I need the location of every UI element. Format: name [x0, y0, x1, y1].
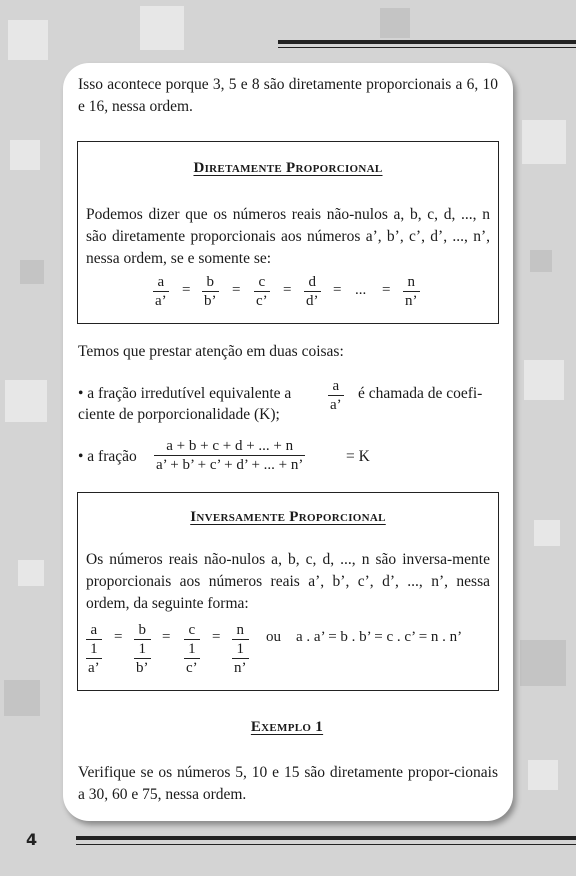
numerator: a + b + c + d + ... + n — [154, 437, 305, 456]
box-body: Podemos dizer que os números reais não-nulos a, b, c, d, ..., n são diretamente proporcionais aos números a’, b’, c’, d’, ..., n’, nessa ordem, se e somente se: — [86, 206, 490, 267]
denominator-denominator: b’ — [136, 660, 149, 676]
inverse-proportion-box — [77, 492, 499, 691]
equals-k: = K — [346, 448, 370, 465]
background-square — [20, 260, 44, 284]
numerator: c — [184, 621, 200, 640]
equals-sign: = — [162, 629, 171, 645]
box-title: Diretamente Proporcional — [193, 160, 383, 176]
background-square — [5, 380, 47, 422]
background-square — [380, 8, 410, 38]
denominator: a’ + b’ + c’ + d’ + ... + n’ — [156, 457, 304, 473]
fraction — [202, 273, 219, 310]
bullet-two-text: • a fração — [78, 448, 137, 465]
denominator: a’ — [155, 293, 167, 309]
background-square — [4, 680, 40, 716]
denominator: a’ — [330, 397, 342, 413]
background-square — [8, 20, 48, 60]
numerator: n — [403, 273, 420, 292]
denominator: n’ — [405, 293, 418, 309]
bottom-rule — [76, 836, 576, 840]
equals-sign: = — [212, 629, 221, 645]
denominator: d’ — [306, 293, 319, 309]
denominator: b’ — [204, 293, 217, 309]
numerator: b — [134, 621, 151, 640]
background-square — [528, 760, 558, 790]
bullet-one-text: é chamada de coefi- — [358, 385, 483, 402]
nested-fraction — [232, 621, 249, 677]
numerator: a — [153, 273, 169, 292]
nested-fraction — [134, 621, 151, 677]
equals-sign: = — [114, 629, 123, 645]
denominator-denominator: c’ — [186, 660, 198, 676]
numerator: c — [254, 273, 270, 292]
numerator: a — [328, 377, 344, 396]
box-title: Inversamente Proporcional — [190, 509, 386, 525]
bottom-rule-thin — [76, 844, 576, 845]
nested-fraction — [86, 621, 102, 677]
example-body: Verifique se os números 5, 10 e 15 são diretamente propor-cionais a 30, 60 e 75, nessa ordem. — [78, 764, 498, 803]
denominator-numerator: 1 — [184, 640, 200, 659]
numerator: n — [232, 621, 249, 640]
background-square — [524, 360, 564, 400]
fraction — [304, 273, 321, 310]
top-rule — [278, 40, 576, 44]
background-square — [522, 120, 566, 164]
nested-fraction — [184, 621, 200, 677]
numerator: d — [304, 273, 321, 292]
equals-sign: = — [182, 282, 191, 298]
sum-fraction — [154, 437, 305, 474]
background-square — [534, 520, 560, 546]
fraction — [153, 273, 169, 310]
numerator: a — [86, 621, 102, 640]
ellipsis: ... — [355, 282, 367, 298]
equals-sign: = — [382, 282, 391, 298]
or-word: ou — [266, 629, 281, 645]
background-square — [140, 6, 184, 50]
denominator: c’ — [256, 293, 268, 309]
page-number: 4 — [26, 830, 38, 849]
bullet-one-text: • a fração irredutível equivalente a — [78, 385, 292, 402]
fraction — [403, 273, 420, 310]
denominator-denominator: a’ — [88, 660, 100, 676]
product-equation: a . a’ = b . b’ = c . c’ = n . n’ — [296, 629, 463, 645]
denominator-numerator: 1 — [86, 640, 102, 659]
fraction — [328, 377, 344, 414]
denominator-numerator: 1 — [232, 640, 249, 659]
example-title: Exemplo 1 — [250, 719, 324, 735]
background-square — [520, 640, 566, 686]
equals-sign: = — [283, 282, 292, 298]
equals-sign: = — [232, 282, 241, 298]
denominator-numerator: 1 — [134, 640, 151, 659]
fraction — [254, 273, 270, 310]
background-square — [10, 140, 40, 170]
equals-sign: = — [333, 282, 342, 298]
attention-line: Temos que prestar atenção em duas coisas: — [78, 343, 344, 360]
background-square — [18, 560, 44, 586]
intro-paragraph: Isso acontece porque 3, 5 e 8 são diretamente proporcionais a 6, 10 e 16, nessa ordem. — [78, 76, 498, 115]
box-body: Os números reais não-nulos a, b, c, d, ..., n são inversa-mente proporcionais aos números reais a’, b’, c’, d’, ..., n’, nessa ordem, da seguinte forma: — [86, 551, 490, 612]
direct-proportion-box — [77, 141, 499, 324]
numerator: b — [202, 273, 219, 292]
denominator-denominator: n’ — [234, 660, 247, 676]
top-rule-thin — [278, 47, 576, 48]
background-square — [530, 250, 552, 272]
bullet-one-text: ciente de porporcionalidade (K); — [78, 406, 280, 423]
